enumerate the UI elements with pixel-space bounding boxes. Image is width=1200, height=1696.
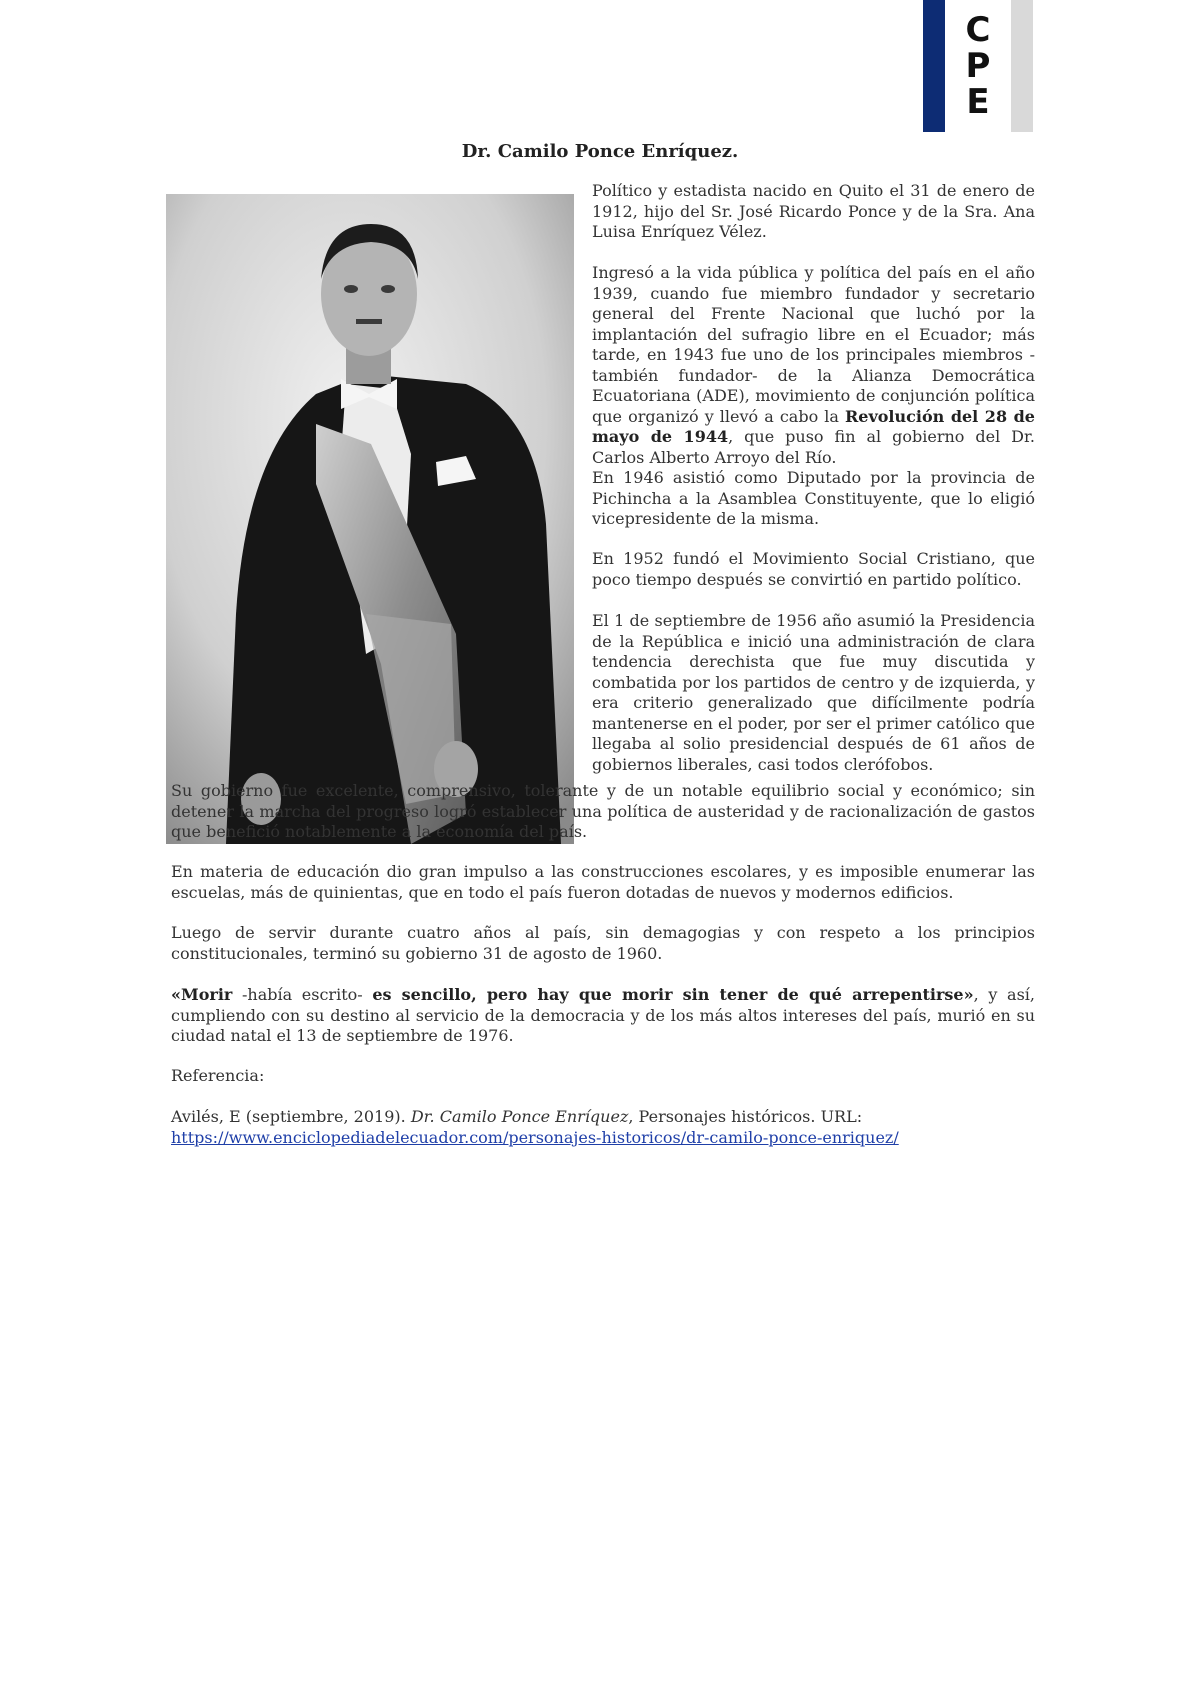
paragraph-government: Su gobierno fue excelente, comprensivo, tolerante y de un notable equilibrio social y económico; sin detener la marcha del progreso logró establecer una política de austeridad y de racionalización de gastos que benefició notablemente a la economía del país. bbox=[171, 781, 1035, 841]
reference-work: Dr. Camilo Ponce Enríquez bbox=[410, 1107, 629, 1126]
paragraph-term-end: Luego de servir durante cuatro años al país, sin demagogias y con respeto a los principios constitucionales, terminó su gobierno 31 de agosto de 1960. bbox=[171, 923, 1035, 963]
logo-letters bbox=[945, 0, 1011, 132]
paragraph-public-life bbox=[592, 263, 1035, 468]
reference-label: Referencia: bbox=[171, 1066, 265, 1085]
logo-navy-bar bbox=[923, 0, 945, 132]
quote-bold-1: «Morir bbox=[171, 985, 233, 1004]
photo-moustache bbox=[356, 319, 382, 324]
reference-rest: , Personajes históricos. URL: bbox=[628, 1107, 863, 1126]
quote-after: , y así, cumpliendo con su destino al servicio de la democracia y de los más altos intereses del país, murió en su ciudad natal el 13 de septiembre de 1976. bbox=[171, 985, 1036, 1045]
paragraph-public-life-bold: Revolución del 28 de mayo de 1944 bbox=[592, 406, 1035, 446]
reference-url-link[interactable]: https://www.enciclopediadelecuador.com/personajes-historicos/dr-camilo-ponce-enriquez/ bbox=[171, 1127, 899, 1147]
paragraph-1946: En 1946 asistió como Diputado por la provincia de Pichincha a la Asamblea Constituyente, que lo eligió vicepresidente de la misma. bbox=[592, 468, 1035, 528]
paragraph-education: En materia de educación dio gran impulso a las construcciones escolares, y es imposible enumerar las escuelas, más de quinientas, que en todo el país fueron dotadas de nuevos y modernos edificios. bbox=[171, 862, 1035, 902]
logo-letter-e: E bbox=[966, 82, 990, 122]
paragraph-public-life-text: Ingresó a la vida pública y política del país en el año 1939, cuando fue miembro fundador y secretario general del Frente Nacional que luchó por la implantación del sufragio libre en el Ecuador; más tarde, en 1943 fue uno de los principales miembros - también fundador- de la Alianza Democrática Ecuatoriana (ADE), movimiento de conjunción política que organizó y llevó a cabo la bbox=[592, 263, 1035, 426]
paragraph-public-life-end: , que puso fin al gobierno del Dr. Carlos Alberto Arroyo del Río. bbox=[592, 427, 1035, 467]
photo-eye-right bbox=[381, 285, 395, 293]
logo-letter-p: P bbox=[965, 46, 991, 86]
portrait-photo bbox=[166, 194, 574, 844]
paragraph-quote bbox=[171, 985, 1035, 1047]
paragraph-birth: Político y estadista nacido en Quito el 31 de enero de 1912, hijo del Sr. José Ricardo Ponce y de la Sra. Ana Luisa Enríquez Vélez. bbox=[592, 181, 1035, 241]
paragraph-1952: En 1952 fundó el Movimiento Social Cristiano, que poco tiempo después se convirtió en partido político. bbox=[592, 549, 1035, 589]
paragraph-presidency: El 1 de septiembre de 1956 año asumió la Presidencia de la República e inició una administración de clara tendencia derechista que fue muy discutida y combatida por los partidos de centro y de izquierda, y era criterio generalizado que difícilmente podría mantenerse en el poder, por ser el primer católico que llegaba al solio presidencial después de 61 años de gobiernos liberales, casi todos clerófobos. bbox=[592, 611, 1035, 774]
quote-mid: -había escrito- bbox=[232, 985, 373, 1004]
photo-eye-left bbox=[344, 285, 358, 293]
quote-bold-2: es sencillo, pero hay que morir sin tener de qué arrepentirse» bbox=[372, 985, 974, 1004]
cpe-logo bbox=[923, 0, 1033, 132]
reference-author: Avilés, E (septiembre, 2019). bbox=[171, 1107, 411, 1126]
page-title: Dr. Camilo Ponce Enríquez. bbox=[461, 141, 739, 162]
logo-letter-c: C bbox=[965, 10, 991, 50]
reference-citation bbox=[171, 1107, 1035, 1148]
